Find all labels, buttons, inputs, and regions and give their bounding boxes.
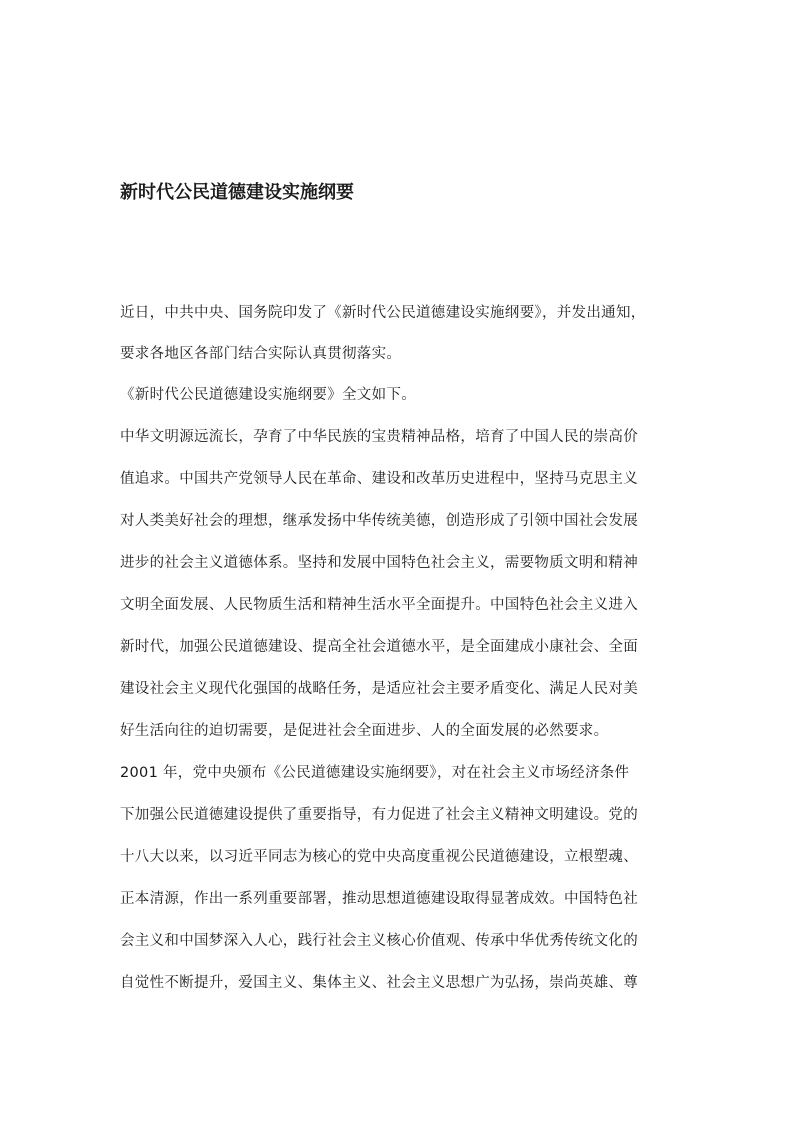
paragraph-line: 自觉性不断提升，爱国主义、集体主义、社会主义思想广为弘扬，崇尚英雄、尊 <box>120 975 638 991</box>
paragraph-line: 中华文明源远流长，孕育了中华民族的宝贵精神品格，培育了中国人民的崇高价 <box>120 429 638 445</box>
paragraph-line: 文明全面发展、人民物质生活和精神生活水平全面提升。中国特色社会主义进入 <box>120 597 638 613</box>
paragraph-line: 新时代，加强公民道德建设、提高全社会道德水平，是全面建成小康社会、全面 <box>120 639 638 655</box>
paragraph-line: 2001 年，党中央颁布《公民道德建设实施纲要》，对在社会主义市场经济条件 <box>120 765 630 781</box>
paragraph-line: 《新时代公民道德建设实施纲要》全文如下。 <box>120 387 416 403</box>
paragraph-line: 要求各地区各部门结合实际认真贯彻落实。 <box>120 346 402 362</box>
document-title: 新时代公民道德建设实施纲要 <box>120 182 354 203</box>
paragraph-line: 建设社会主义现代化强国的战略任务，是适应社会主要矛盾变化、满足人民对美 <box>120 681 638 697</box>
paragraph-line: 对人类美好社会的理想，继承发扬中华传统美德，创造形成了引领中国社会发展 <box>120 513 638 529</box>
paragraph-line: 十八大以来，以习近平同志为核心的党中央高度重视公民道德建设，立根塑魂、 <box>120 849 638 865</box>
paragraph-line: 值追求。中国共产党领导人民在革命、建设和改革历史进程中，坚持马克思主义 <box>120 471 638 487</box>
paragraph-line: 会主义和中国梦深入人心，践行社会主义核心价值观、传承中华优秀传统文化的 <box>120 933 638 949</box>
paragraph-line: 进步的社会主义道德体系。坚持和发展中国特色社会主义，需要物质文明和精神 <box>120 555 638 571</box>
paragraph-line: 近日，中共中央、国务院印发了《新时代公民道德建设实施纲要》，并发出通知， <box>120 305 646 321</box>
paragraph-line: 正本清源，作出一系列重要部署，推动思想道德建设取得显著成效。中国特色社 <box>120 891 638 907</box>
paragraph-line: 好生活向往的迫切需要，是促进社会全面进步、人的全面发展的必然要求。 <box>120 723 609 739</box>
paragraph-line: 下加强公民道德建设提供了重要指导，有力促进了社会主义精神文明建设。党的 <box>120 807 638 823</box>
